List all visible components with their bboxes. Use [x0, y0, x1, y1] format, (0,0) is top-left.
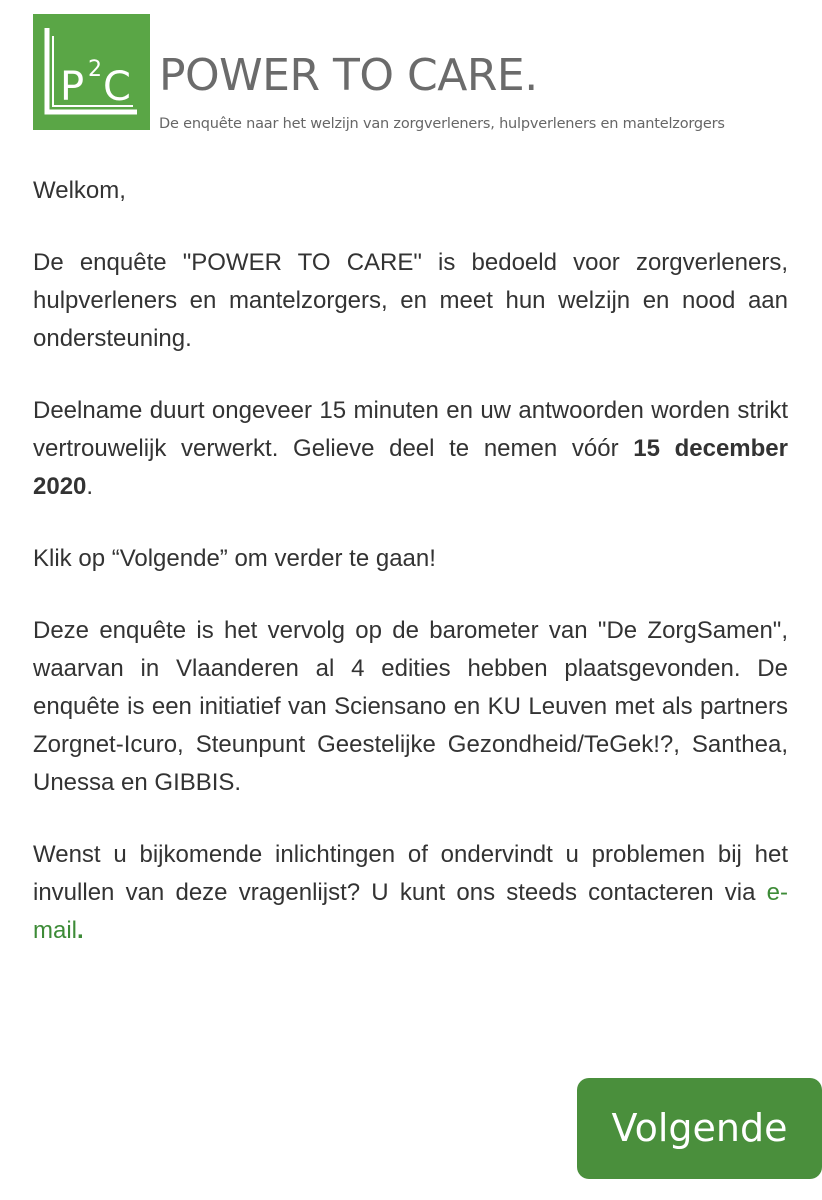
- brand-subtitle: De enquête naar het welzijn van zorgverleners, hulpverleners en mantelzorgers: [159, 116, 725, 132]
- next-button[interactable]: Volgende: [577, 1078, 822, 1179]
- background-paragraph: Deze enquête is het vervolg op de barometer van "De ZorgSamen", waarvan in Vlaanderen al 4 edities hebben plaatsgevonden. De enquête is een initiatief van Sciensano en KU Leuven met als partners Zorgnet-Icuro, Steunpunt Geestelijke Gezondheid/TeGek!?, Santhea, Unessa en GIBBIS.: [33, 617, 788, 796]
- deadline-date: 15 december 2020: [33, 435, 788, 500]
- p2c-logo: [33, 14, 150, 130]
- duration-text: Deelname duurt ongeveer 15 minuten en uw antwoorden worden strikt vertrouwelijk verwerkt. Gelieve deel te nemen vóór: [33, 397, 788, 462]
- contact-suffix: .: [77, 917, 84, 944]
- deadline-suffix: .: [86, 473, 94, 500]
- p2c-logo-icon: [33, 14, 150, 130]
- contact-paragraph: [33, 836, 788, 950]
- survey-intro: [33, 172, 788, 984]
- instruction-paragraph: Klik op “Volgende” om verder te gaan!: [33, 545, 436, 572]
- intro-paragraph: De enquête "POWER TO CARE" is bedoeld voor zorgverleners, hulpverleners en mantelzorgers, en meet hun welzijn en nood aan ondersteuning.: [33, 249, 788, 352]
- svg-text:2: 2: [88, 57, 102, 82]
- duration-paragraph: [33, 392, 788, 506]
- svg-text:C: C: [103, 64, 131, 110]
- email-link[interactable]: e-mail: [33, 879, 788, 944]
- svg-text:P: P: [60, 64, 85, 110]
- brand-title: POWER TO CARE.: [159, 50, 538, 101]
- header: [33, 14, 813, 130]
- greeting: Welkom,: [33, 177, 126, 204]
- contact-text: Wenst u bijkomende inlichtingen of ondervindt u problemen bij het invullen van deze vragenlijst? U kunt ons steeds contacteren via: [33, 841, 788, 906]
